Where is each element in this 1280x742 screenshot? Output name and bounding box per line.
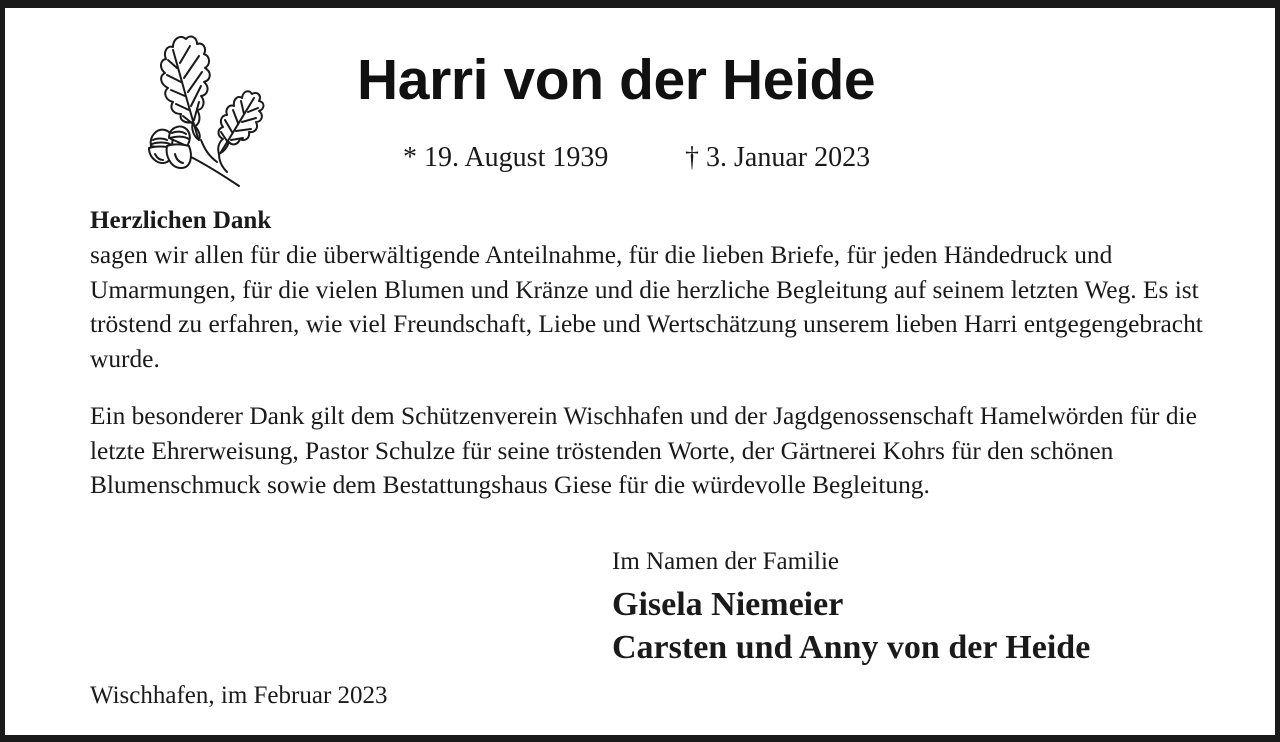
thanks-paragraph-1: sagen wir allen für die überwältigende Anteilnahme, für die lieben Briefe, für jeden Händedruck und Umarmungen, für die vielen Blumen und Kränze und die herzliche Begleitung auf seinem letzten Weg. Es ist tröstend zu erfahren, wie viel Freundschaft, Liebe und Wertschätzung unserem lieben Harri entgegengebracht wurde. xyxy=(90,241,1203,373)
signature-intro: Im Namen der Familie xyxy=(612,548,840,575)
thanks-heading: Herzlichen Dank xyxy=(90,207,272,234)
thanks-paragraph-2: Ein besonderer Dank gilt dem Schützenverein Wischhafen und der Jagdgenossenschaft Hamelwörden für die letzte Ehrerweisung, Pastor Schulze für seine tröstenden Worte, der Gärtnerei Kohrs für den schönen Blumenschmuck sowie dem Bestattungshaus Giese für die würdevolle Begleitung. xyxy=(90,402,1197,499)
birth-date: * 19. August 1939 xyxy=(403,142,609,173)
place-and-date: Wischhafen, im Februar 2023 xyxy=(90,682,388,709)
oak-leaves-acorns-icon xyxy=(135,28,267,190)
deceased-name: Harri von der Heide xyxy=(357,48,876,112)
death-date: † 3. Januar 2023 xyxy=(685,142,871,173)
signer-name: Carsten und Anny von der Heide xyxy=(612,629,1091,666)
signer-name: Gisela Niemeier xyxy=(612,586,844,623)
